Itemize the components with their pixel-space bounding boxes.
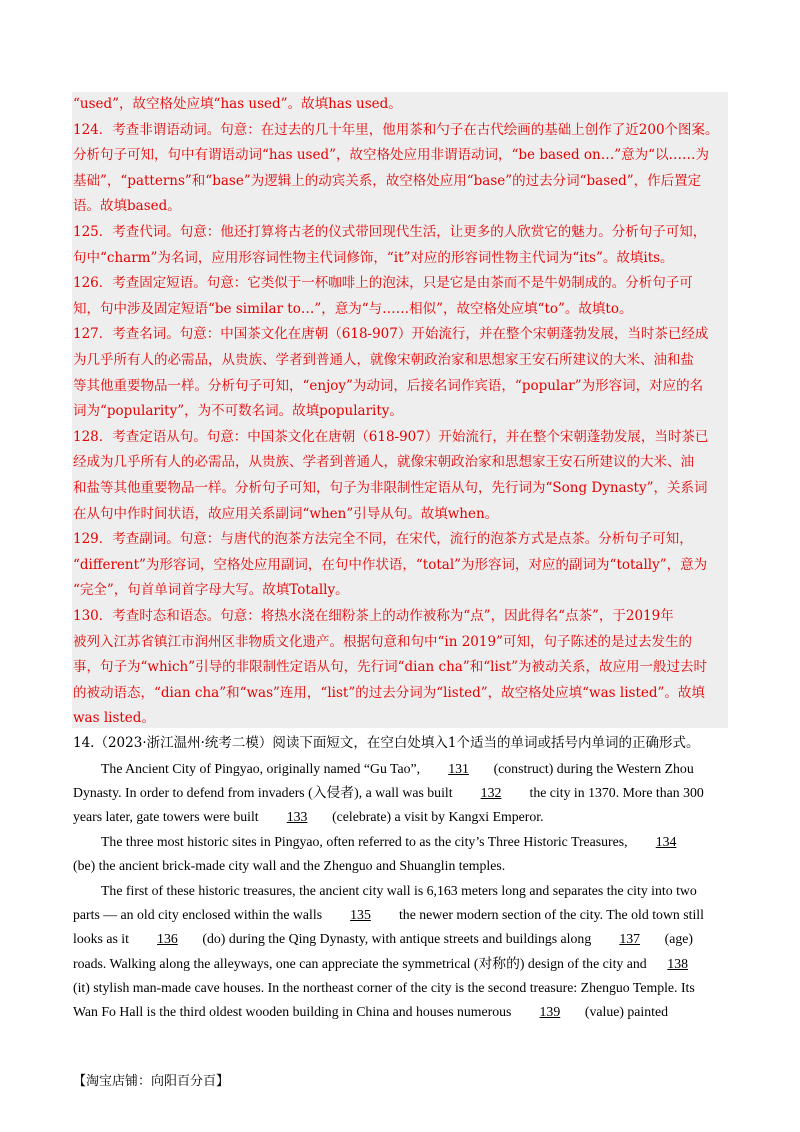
passage-text: Dynasty. In order to defend from invaders (入侵者), a wall was built xyxy=(73,785,457,801)
answer-line: 和盐等其他重要物品一样。分析句子可知，句子为非限制性定语从句，先行词为“Song Dynasty”，关系词 xyxy=(73,479,708,496)
answer-129 xyxy=(73,527,728,604)
passage-text: Wan Fo Hall is the third oldest wooden building in China and houses numerous xyxy=(73,1004,515,1020)
blank-131[interactable]: 131 xyxy=(448,761,469,776)
answer-line: 129．考查副词。句意：与唐代的泡茶方法完全不同，在宋代，流行的泡茶方式是点茶。分析句子可知， xyxy=(73,531,693,548)
answer-line: 125．考查代词。句意：他还打算将古老的仪式带回现代生活，让更多的人欣赏它的魅力。分析句子可知， xyxy=(73,224,707,240)
answer-line: 句中“charm”为名词，应用形容词性物主代词修饰，“it”对应的形容词性物主代词为“its”。故填its。 xyxy=(73,249,674,266)
passage-paragraph-2 xyxy=(73,830,728,878)
answer-line: 被列入江苏省镇江市润州区非物质文化遗产。根据句意和句中“in 2019”可知，句子陈述的是过去发生的 xyxy=(73,633,692,650)
blank-134[interactable]: 134 xyxy=(655,834,677,849)
answer-line: was listed。 xyxy=(73,710,155,727)
answer-line: 基础”，“patterns”和“base”为逻辑上的动宾关系，故空格处应用“base”的过去分词“based”，作后置定 xyxy=(73,172,702,189)
answer-line: 127．考查名词。句意：中国茶文化在唐朝（618-907）开始流行，并在整个宋朝蓬勃发展，当时茶已经成 xyxy=(73,326,709,343)
answer-line: 126．考查固定短语。句意：它类似于一杯咖啡上的泡沫，只是它是由茶而不是牛奶制成的。分析句子可 xyxy=(73,275,693,292)
passage-paragraph-3 xyxy=(73,879,728,1024)
answer-126 xyxy=(73,271,728,322)
answer-line: 130．考查时态和语态。句意：将热水浇在细粉茶上的动作被称为“点”，因此得名“点茶”，于2019年 xyxy=(73,608,674,624)
footer-shop-label: 【淘宝店铺：向阳百分百】 xyxy=(73,1074,230,1089)
answer-line: “different”为形容词，空格处应用副词，在句中作状语，“total”为形容词，对应的副词为“totally”，意为 xyxy=(73,556,708,573)
blank-139[interactable]: 139 xyxy=(539,1004,561,1020)
passage-text: (age) xyxy=(664,931,694,947)
answer-line: 128．考查定语从句。句意：中国茶文化在唐朝（618-907）开始流行，并在整个宋朝蓬勃发展，当时茶已 xyxy=(73,428,709,445)
answer-line: 在从句中作时间状语，故应用关系副词“when”引导从句。故填when。 xyxy=(73,505,499,522)
passage-text: years later, gate towers were built xyxy=(73,809,263,825)
answer-124 xyxy=(73,118,728,220)
answer-line: “used”，故空格处应填“has used”。故填has used。 xyxy=(73,96,402,112)
passage-text: (be) the ancient brick-made city wall and the Zhenguo and Shuanglin temples. xyxy=(73,858,506,874)
answer-128 xyxy=(73,425,728,527)
blank-133[interactable]: 133 xyxy=(286,809,308,825)
blank-132[interactable]: 132 xyxy=(480,785,502,801)
passage-text: (do) during the Qing Dynasty, with antique streets and buildings along xyxy=(202,931,595,947)
passage-text: (construct) during the Western Zhou xyxy=(493,761,694,776)
answer-line: 等其他重要物品一样。分析句子可知，“enjoy”为动词，后接名词作宾语，“popular”为形容词，对应的名 xyxy=(73,377,704,394)
passage-text: (value) painted xyxy=(584,1004,669,1020)
blank-135[interactable]: 135 xyxy=(350,907,371,923)
passage-text: roads. Walking along the alleyways, one can appreciate the symmetrical (对称的) design of the city and xyxy=(73,955,651,971)
passage-text: The Ancient City of Pingyao, originally named “Gu Tao”, xyxy=(101,761,424,776)
answer-123-tail xyxy=(73,92,728,118)
blank-137[interactable]: 137 xyxy=(619,931,641,947)
answer-line: “完全”，句首单词首字母大写。故填Totally。 xyxy=(73,582,349,599)
passage-paragraph-1 xyxy=(73,757,728,830)
answer-line: 的被动语态，“dian cha”和“was”连用，“list”的过去分词为“listed”，故空格处应填“was listed”。故填 xyxy=(73,684,705,701)
passage-text: (celebrate) a visit by Kangxi Emperor. xyxy=(332,809,544,825)
blank-138[interactable]: 138 xyxy=(667,955,688,971)
passage-text: looks as it xyxy=(73,931,133,947)
answer-line: 词为“popularity”，为不可数名词。故填popularity。 xyxy=(73,403,403,420)
answer-130 xyxy=(73,604,728,732)
passage-text: (it) stylish man-made cave houses. In the northeast corner of the city is the second treasure: Zhenguo Temple. Its xyxy=(73,979,695,995)
passage-text: The three most historic sites in Pingyao, often referred to as the city’s Three Historic Treasures, xyxy=(101,834,632,849)
answer-125 xyxy=(73,220,728,271)
answer-127 xyxy=(73,322,728,424)
question-14-header: 14.（2023·浙江温州·统考二模）阅读下面短文，在空白处填入1个适当的单词或括号内单词的正确形式。 xyxy=(73,735,700,751)
passage-text: parts — an old city enclosed within the walls xyxy=(73,907,326,923)
passage-text: the newer modern section of the city. The old town still xyxy=(395,907,704,923)
passage-text: the city in 1370. More than 300 xyxy=(526,785,704,801)
answer-line: 分析句子可知，句中有谓语动词“has used”，故空格处应用非谓语动词，“be based on…”意为“以……为 xyxy=(73,147,710,164)
answer-line: 124．考查非谓语动词。句意：在过去的几十年里，他用茶和勺子在古代绘画的基础上创作了近200个图案。 xyxy=(73,121,719,138)
answer-line: 语。故填based。 xyxy=(73,198,181,215)
blank-136[interactable]: 136 xyxy=(157,931,178,947)
answer-line: 经成为几乎所有人的必需品，从贵族、学者到普通人，就像宋朝政治家和思想家王安石所建议的大米、油 xyxy=(73,454,694,471)
answer-line: 事，句子为“which”引导的非限制性定语从句，先行词“dian cha”和“list”为被动关系，故应用一般过去时 xyxy=(73,659,708,676)
answer-line: 知，句中涉及固定短语“be similar to…”，意为“与……相似”，故空格处应填“to”。故填to。 xyxy=(73,300,633,317)
passage-text: The first of these historic treasures, the ancient city wall is 6,163 meters long and separates the city into two xyxy=(101,883,697,898)
answer-line: 为几乎所有人的必需品，从贵族、学者到普通人，就像宋朝政治家和思想家王安石所建议的大米、油和盐 xyxy=(73,351,694,368)
